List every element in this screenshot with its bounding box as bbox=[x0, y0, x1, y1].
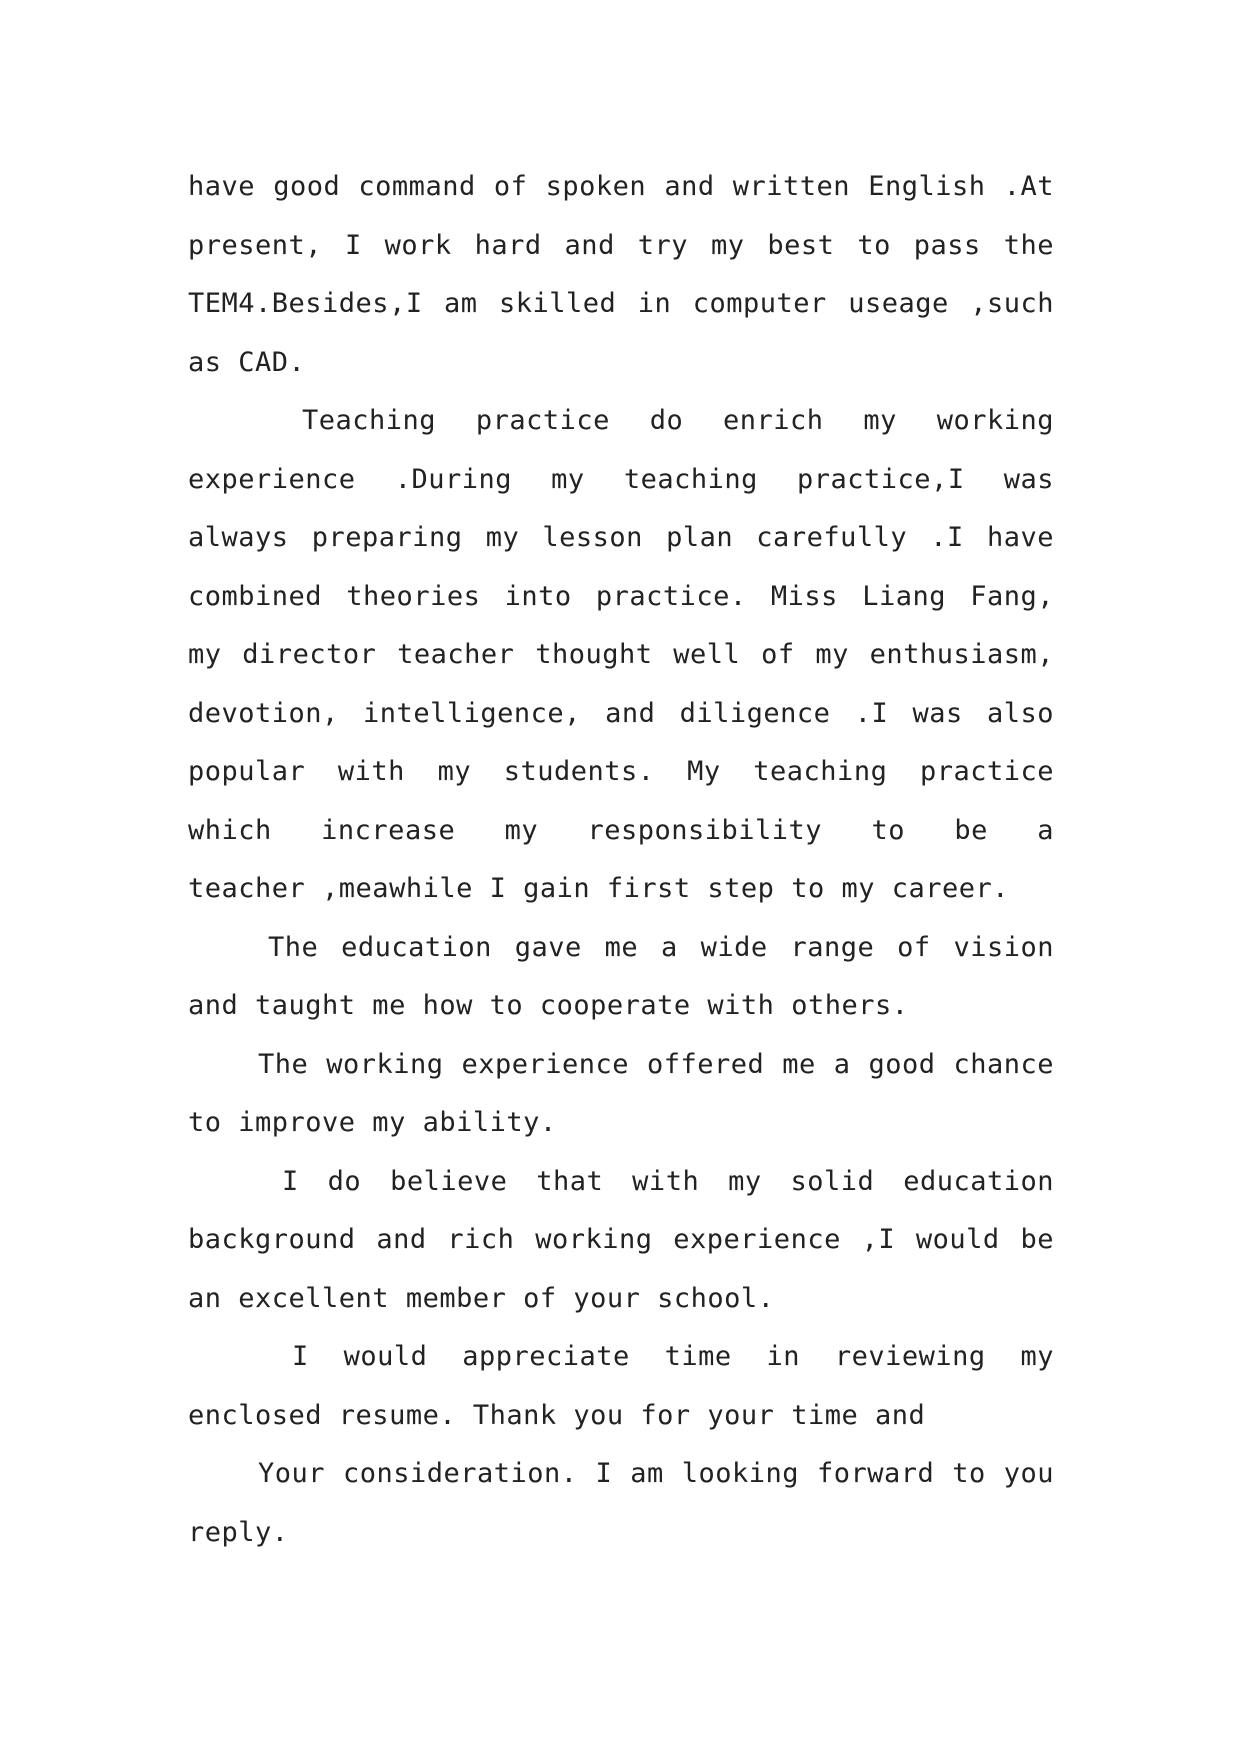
text-line: The working experience offered me a good chance bbox=[258, 1048, 1054, 1080]
text-line: which increase my responsibility to be a bbox=[188, 814, 1054, 846]
text-line: devotion, intelligence, and diligence .I was also bbox=[188, 697, 1054, 729]
text-line: combined theories into practice. Miss Liang Fang, bbox=[188, 580, 1054, 612]
text-line: to improve my ability. bbox=[188, 1107, 557, 1138]
text-line: TEM4.Besides,I am skilled in computer useage ,such bbox=[188, 288, 1054, 319]
letter-body bbox=[188, 158, 1054, 1562]
text-line: I do believe that with my solid education bbox=[282, 1165, 1054, 1197]
text-line: present, I work hard and try my best to pass the bbox=[188, 229, 1054, 261]
text-line: popular with my students. My teaching practice bbox=[188, 756, 1054, 787]
text-line: my director teacher thought well of my enthusiasm, bbox=[188, 639, 1054, 670]
text-line: experience .During my teaching practice,I was bbox=[188, 463, 1054, 495]
text-line: and taught me how to cooperate with others. bbox=[188, 990, 909, 1021]
text-line: as CAD. bbox=[188, 346, 306, 378]
text-line: an excellent member of your school. bbox=[188, 1282, 775, 1314]
text-line: background and rich working experience ,I would be bbox=[188, 1224, 1054, 1255]
text-line: always preparing my lesson plan carefully .I have bbox=[188, 522, 1054, 553]
text-line: teacher ,meawhile I gain first step to my career. bbox=[188, 873, 1010, 904]
text-line: reply. bbox=[188, 1516, 289, 1548]
text-line: Your consideration. I am looking forward to you bbox=[258, 1458, 1054, 1489]
text-line: The education gave me a wide range of vision bbox=[268, 931, 1054, 963]
text-line: have good command of spoken and written English .At bbox=[188, 171, 1054, 202]
text-line: I would appreciate time in reviewing my bbox=[292, 1341, 1054, 1372]
text-line: enclosed resume. Thank you for your time and bbox=[188, 1399, 926, 1431]
text-line: Teaching practice do enrich my working bbox=[302, 405, 1054, 436]
